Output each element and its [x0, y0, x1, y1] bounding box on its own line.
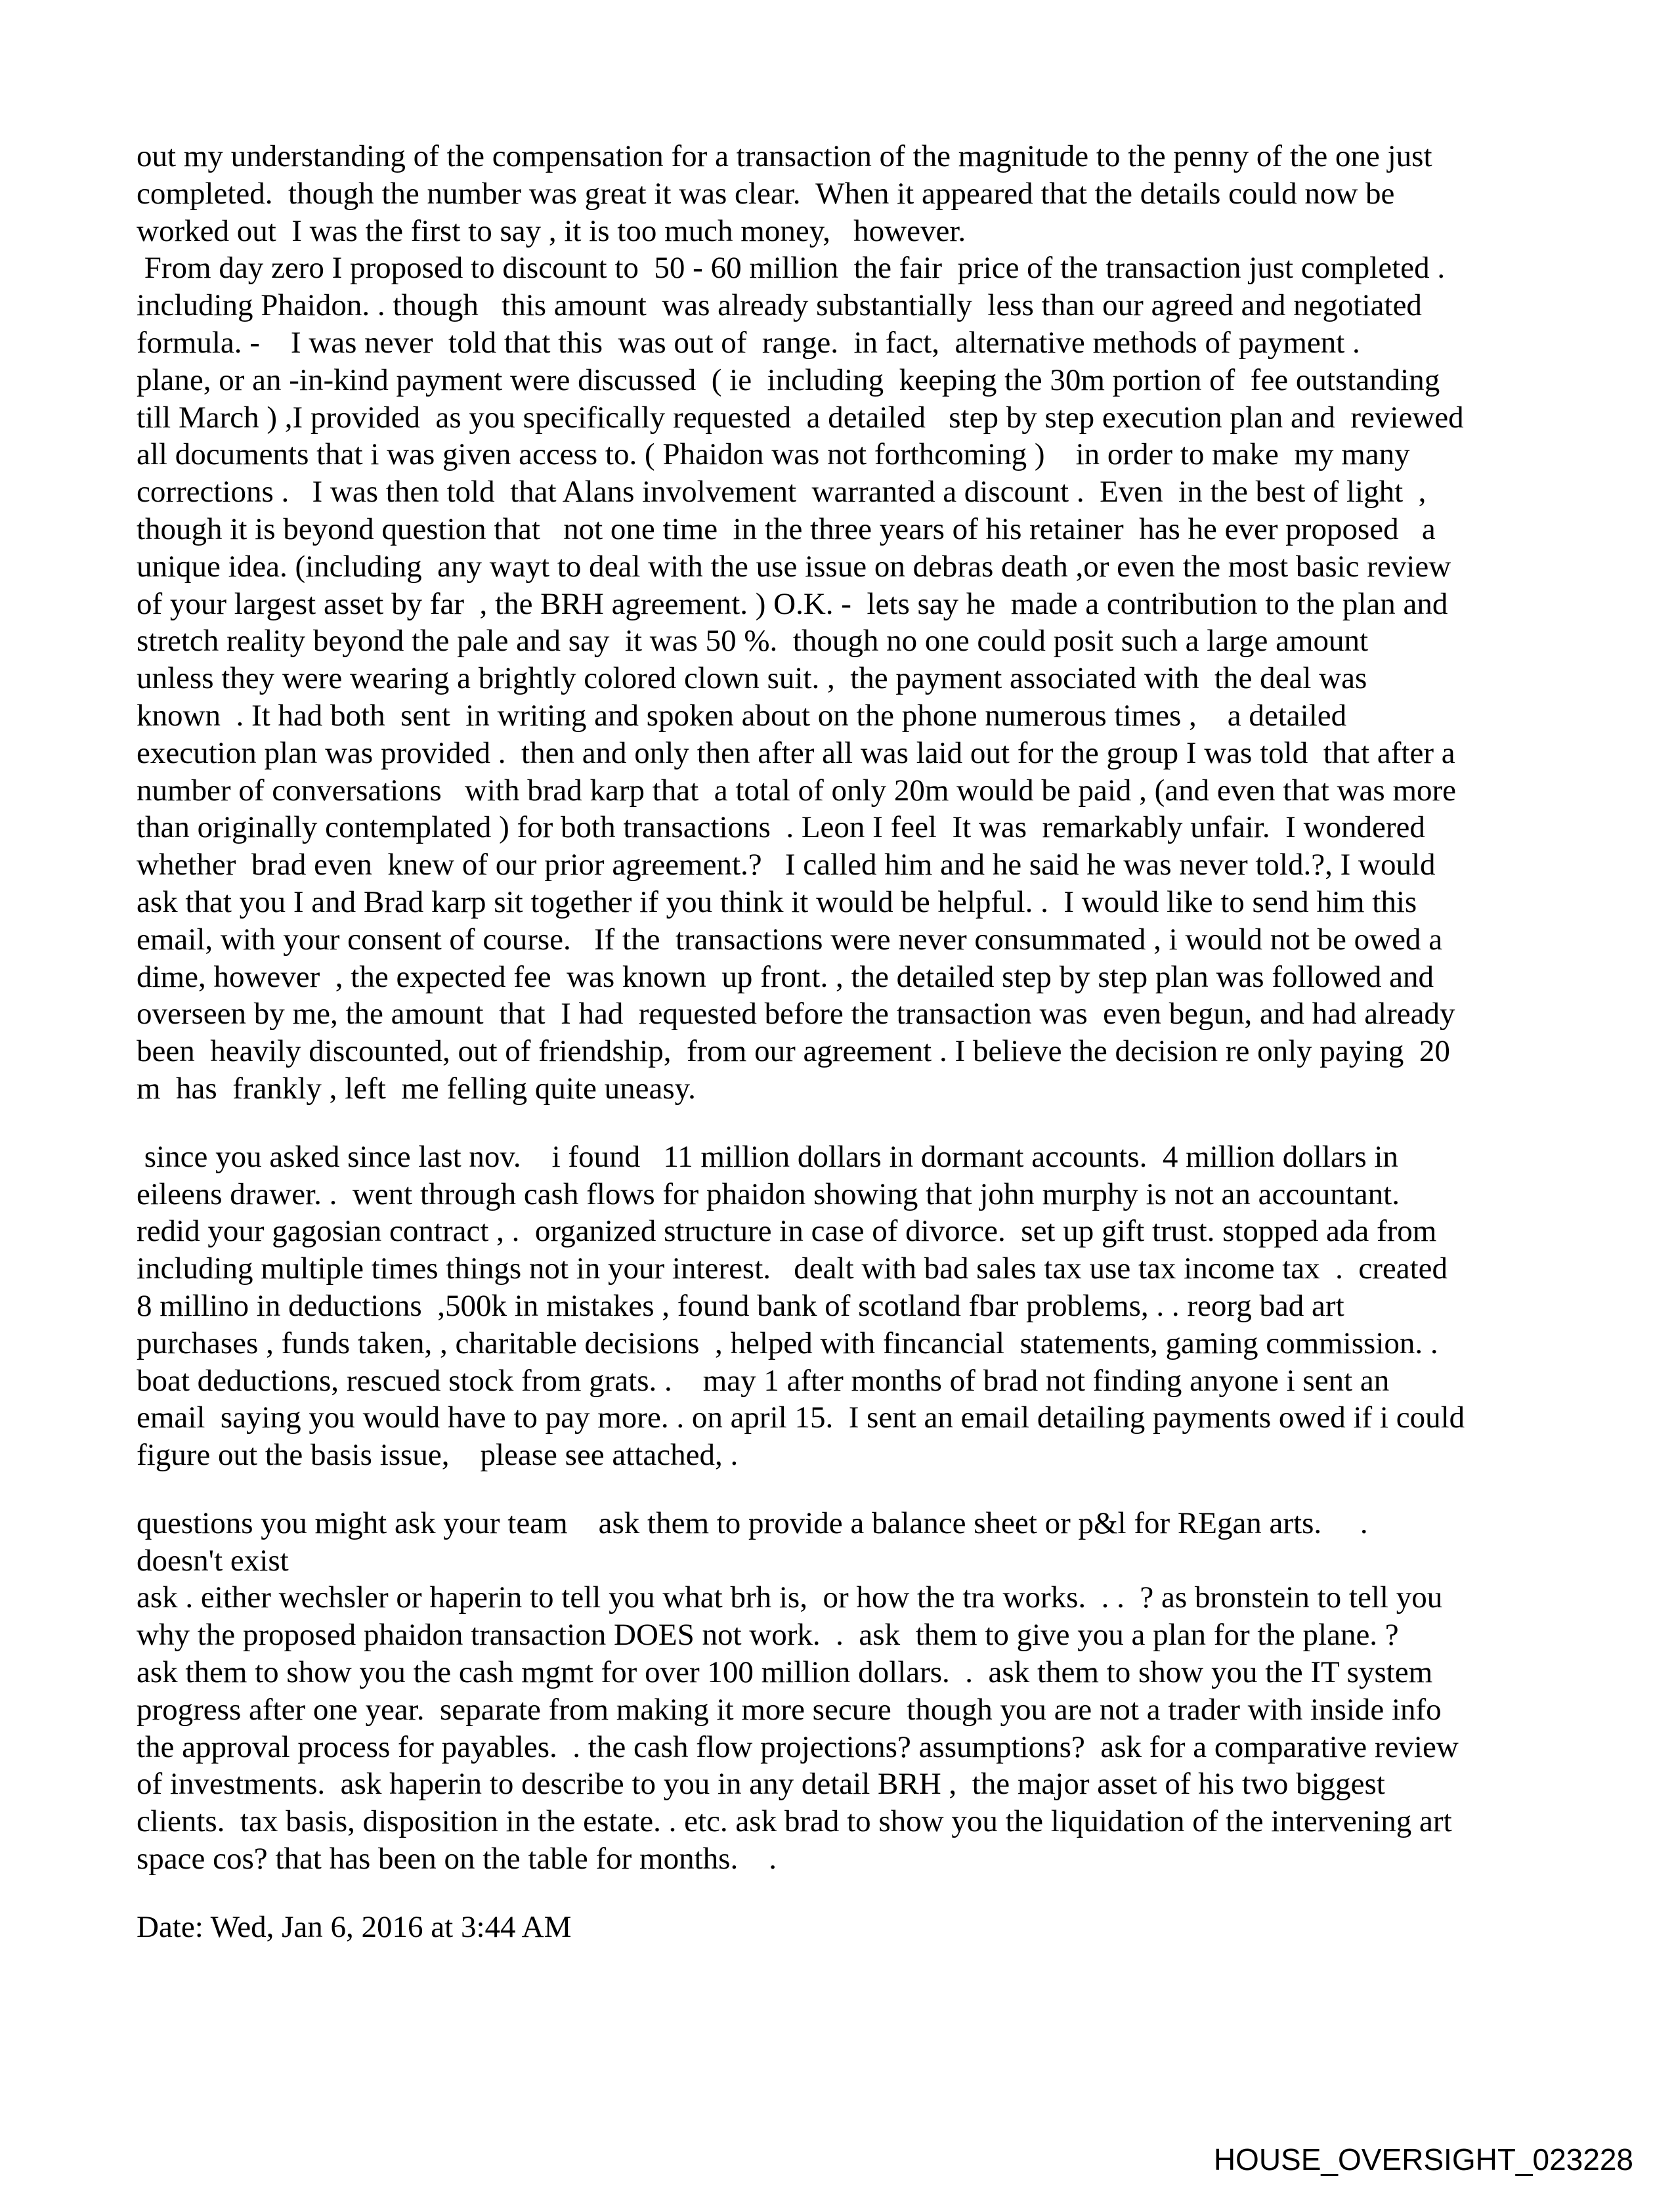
text-line: the approval process for payables. . the cash flow projections? assumptions? ask for a comparative review: [137, 1729, 1459, 1764]
text-line: clients. tax basis, disposition in the estate. . etc. ask brad to show you the liquidation of the intervening art: [137, 1804, 1452, 1839]
text-line: though it is beyond question that not one time in the three years of his retainer has he ever proposed a: [137, 511, 1436, 546]
text-line: progress after one year. separate from making it more secure though you are not a trader with inside info: [137, 1692, 1442, 1727]
text-line: corrections . I was then told that Alans involvement warranted a discount . Even in the best of light ,: [137, 475, 1427, 510]
email-body: [137, 138, 1555, 1946]
text-line: 8 millino in deductions ,500k in mistakes , found bank of scotland fbar problems, . . reorg bad art: [137, 1288, 1344, 1323]
text-line: redid your gagosian contract , . organized structure in case of divorce. set up gift trust. stopped ada from: [137, 1214, 1437, 1249]
text-line: questions you might ask your team ask them to provide a balance sheet or p&l for REgan arts. .: [137, 1506, 1368, 1540]
text-line: execution plan was provided . then and only then after all was laid out for the group I was told that after a: [137, 735, 1455, 770]
text-line: completed. though the number was great it was clear. When it appeared that the details could now be: [137, 176, 1395, 211]
text-line: purchases , funds taken, , charitable decisions , helped with fincancial statements, gaming commission. .: [137, 1326, 1438, 1360]
text-line: From day zero I proposed to discount to 50 - 60 million the fair price of the transaction just completed .: [137, 251, 1446, 286]
date-line: Date: Wed, Jan 6, 2016 at 3:44 AM: [137, 1909, 572, 1944]
text-line: including Phaidon. . though this amount was already substantially less than our agreed and negotiated: [137, 288, 1422, 323]
paragraph: [137, 1139, 1555, 1474]
text-line: email saying you would have to pay more. . on april 15. I sent an email detailing payments owed if i could: [137, 1400, 1465, 1435]
text-line: than originally contemplated ) for both transactions . Leon I feel It was remarkably unfair. I wondered: [137, 810, 1425, 845]
text-line: overseen by me, the amount that I had requested before the transaction was even begun, and had already: [137, 997, 1455, 1031]
text-line: worked out I was the first to say , it is too much money, however.: [137, 213, 966, 248]
text-line: out my understanding of the compensation for a transaction of the magnitude to the penny of the one just: [137, 139, 1432, 173]
text-line: of investments. ask haperin to describe to you in any detail BRH , the major asset of his two biggest: [137, 1767, 1385, 1802]
text-line: m has frankly , left me felling quite uneasy.: [137, 1071, 696, 1106]
text-line: ask them to show you the cash mgmt for over 100 million dollars. . ask them to show you the IT system: [137, 1655, 1433, 1690]
paragraph: [137, 1505, 1555, 1878]
text-line: whether brad even knew of our prior agreement.? I called him and he said he was never told.?, I would: [137, 848, 1436, 882]
paragraphs: [137, 138, 1555, 1878]
text-line: including multiple times things not in your interest. dealt with bad sales tax use tax income tax . created: [137, 1251, 1448, 1286]
text-line: formula. - I was never told that this was out of range. in fact, alternative methods of payment .: [137, 325, 1360, 360]
text-line: known . It had both sent in writing and spoken about on the phone numerous times , a detailed: [137, 698, 1347, 733]
text-line: why the proposed phaidon transaction DOES not work. . ask them to give you a plan for the plane. ?: [137, 1618, 1399, 1653]
text-line: email, with your consent of course. If the transactions were never consummated , i would not be owed a: [137, 922, 1443, 957]
text-line: ask . either wechsler or haperin to tell you what brh is, or how the tra works. . . ? as bronstein to tell you: [137, 1580, 1443, 1615]
text-line: since you asked since last nov. i found 11 million dollars in dormant accounts. 4 million dollars in: [137, 1139, 1398, 1174]
text-line: figure out the basis issue, please see attached, .: [137, 1438, 739, 1473]
bates-stamp: HOUSE_OVERSIGHT_023228: [1213, 2142, 1633, 2177]
paragraph: [137, 138, 1555, 1108]
text-line: space cos? that has been on the table for months. .: [137, 1842, 777, 1876]
text-line: stretch reality beyond the pale and say it was 50 %. though no one could posit such a large amount: [137, 624, 1369, 659]
text-line: dime, however , the expected fee was known up front. , the detailed step by step plan was followed and: [137, 959, 1434, 994]
text-line: ask that you I and Brad karp sit together if you think it would be helpful. . I would like to send him this: [137, 884, 1417, 919]
text-line: plane, or an -in-kind payment were discussed ( ie including keeping the 30m portion of fee outstanding: [137, 362, 1440, 397]
text-line: all documents that i was given access to. ( Phaidon was not forthcoming ) in order to make my many: [137, 437, 1410, 472]
text-line: number of conversations with brad karp that a total of only 20m would be paid , (and even that was more: [137, 773, 1457, 808]
text-line: eileens drawer. . went through cash flows for phaidon showing that john murphy is not an accountant.: [137, 1177, 1400, 1211]
text-line: unique idea. (including any wayt to deal with the use issue on debras death ,or even the most basic review: [137, 549, 1451, 584]
text-line: been heavily discounted, out of friendship, from our agreement . I believe the decision re only paying 20: [137, 1034, 1450, 1069]
text-line: boat deductions, rescued stock from grats. . may 1 after months of brad not finding anyone i sent an: [137, 1363, 1390, 1398]
text-line: till March ) ,I provided as you specifically requested a detailed step by step execution plan and reviewed: [137, 400, 1464, 435]
text-line: doesn't exist: [137, 1543, 289, 1578]
text-line: of your largest asset by far , the BRH agreement. ) O.K. - lets say he made a contribution to the plan and: [137, 586, 1448, 621]
text-line: unless they were wearing a brightly colored clown suit. , the payment associated with the deal was: [137, 661, 1367, 696]
